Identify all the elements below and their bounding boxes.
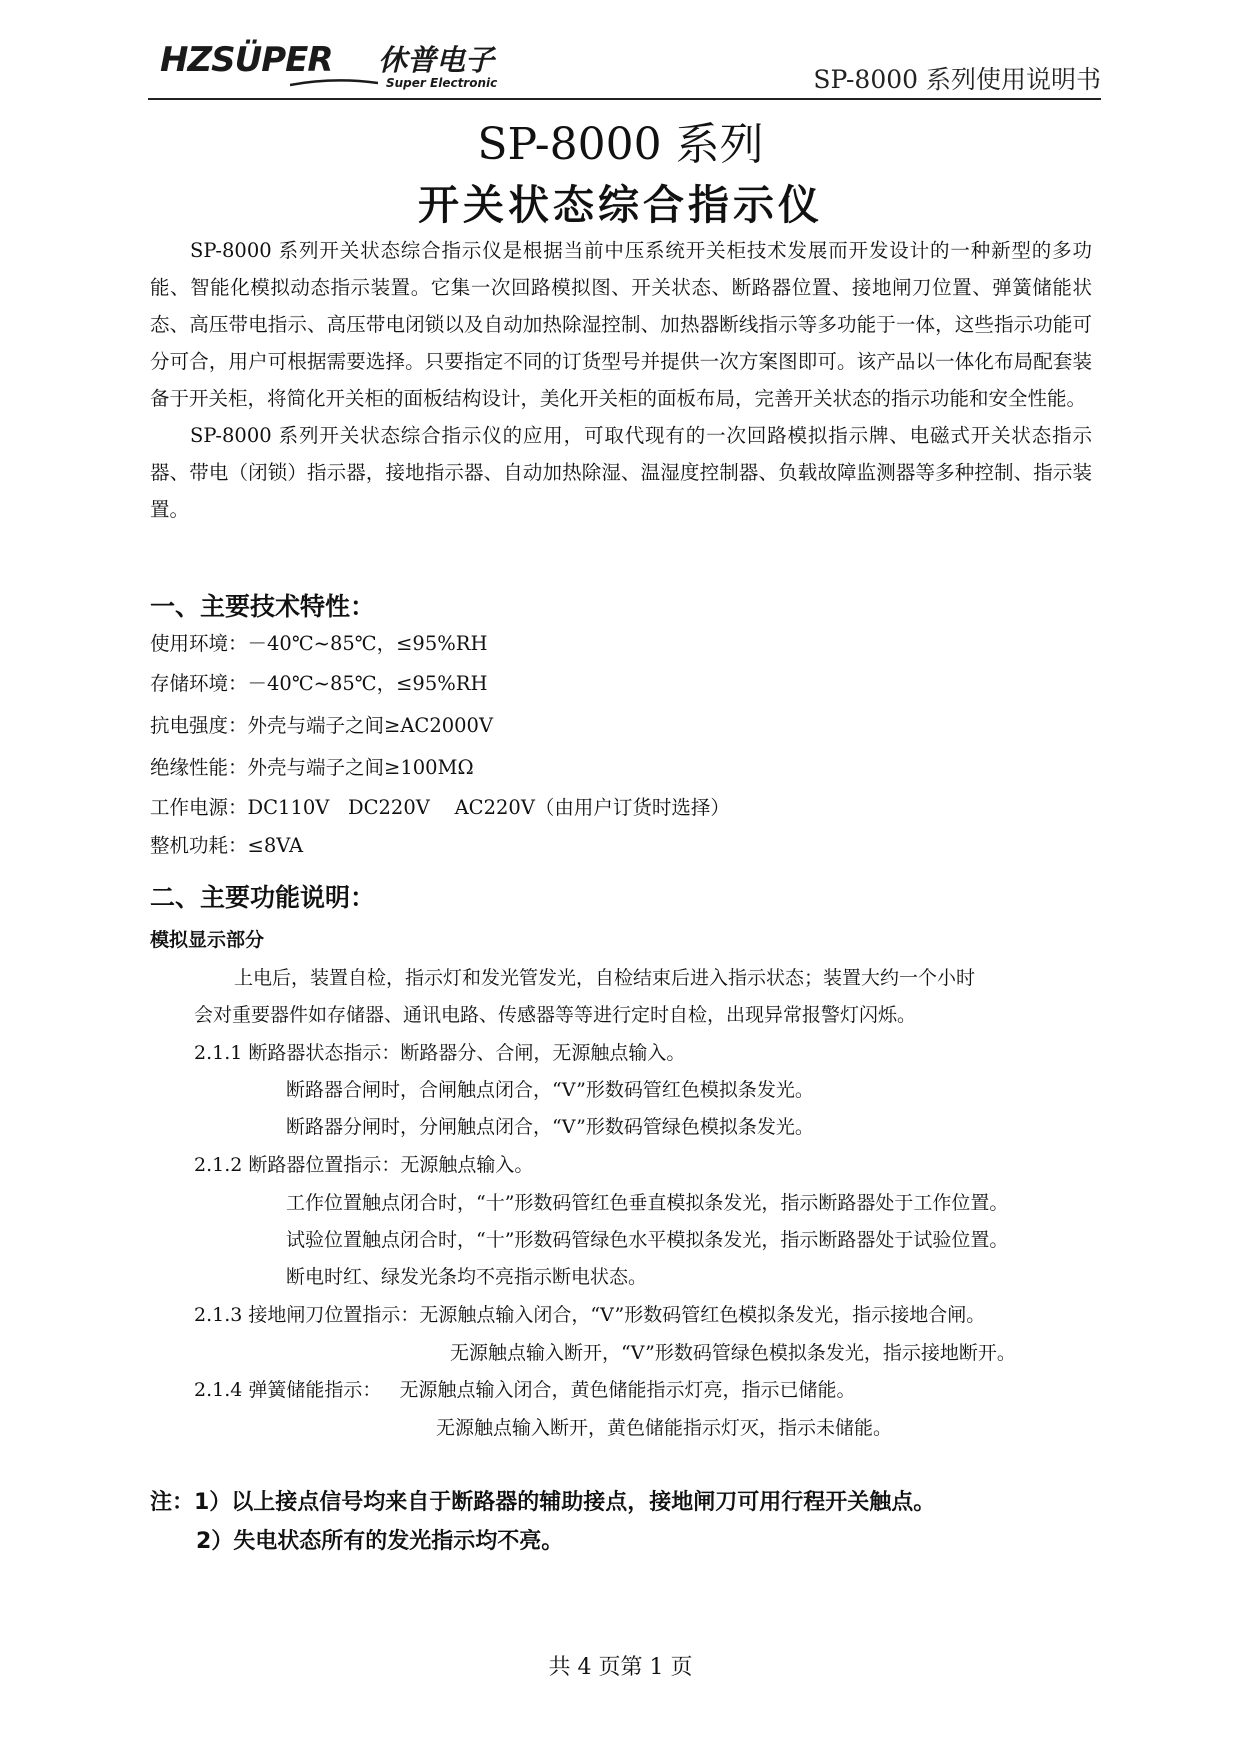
item-2-1-2-off: 断电时红、绿发光条均不亮指示断电状态。 bbox=[286, 1266, 648, 1288]
logo-swoosh-icon bbox=[290, 79, 378, 87]
spec-storage-env: 存储环境：－40℃~85℃，≤95%RH bbox=[150, 672, 488, 695]
company-logo bbox=[160, 36, 500, 96]
spec-operating-env: 使用环境：－40℃~85℃，≤95%RH bbox=[150, 632, 488, 655]
spec-power-supply: 工作电源：DC110V DC220V AC220V（由用户订货时选择） bbox=[150, 796, 730, 819]
selftest-line-1: 上电后，装置自检，指示灯和发光管发光，自检结束后进入指示状态；装置大约一个小时 bbox=[234, 967, 976, 989]
item-2-1-2-test: 试验位置触点闭合时，“十”形数码管绿色水平模拟条发光，指示断路器处于试验位置。 bbox=[286, 1229, 1009, 1251]
page-title: SP-8000 系列 bbox=[477, 119, 764, 170]
section-2-heading: 二、主要功能说明： bbox=[150, 883, 376, 912]
note-2: 2）失电状态所有的发光指示均不亮。 bbox=[196, 1529, 564, 1554]
item-2-1-1: 2.1.1 断路器状态指示：断路器分、合闸，无源触点输入。 bbox=[194, 1042, 686, 1064]
item-2-1-3-open: 无源触点输入断开，“V”形数码管绿色模拟条发光，指示接地断开。 bbox=[450, 1342, 1016, 1364]
logo-english-text: Super Electronic bbox=[386, 76, 498, 90]
page-subtitle: 开关状态综合指示仪 bbox=[418, 181, 823, 229]
item-2-1-2: 2.1.2 断路器位置指示：无源触点输入。 bbox=[194, 1154, 534, 1176]
intro-section bbox=[150, 232, 1092, 528]
intro-paragraph-2: SP-8000 系列开关状态综合指示仪的应用，可取代现有的一次回路模拟指示牌、电磁式开关状态指示器、带电（闭锁）指示器，接地指示器、自动加热除湿、温湿度控制器、负载故障监测器等多种控制、指示装置。 bbox=[150, 424, 1092, 521]
intro-paragraph-1: SP-8000 系列开关状态综合指示仪是根据当前中压系统开关柜技术发展而开发设计的一种新型的多功能、智能化模拟动态指示装置。它集一次回路模拟图、开关状态、断路器位置、接地闸刀位置、弹簧储能状态、高压带电指示、高压带电闭锁以及自动加热除湿控制、加热器断线指示等多功能于一体，这些指示功能可分可合，用户可根据需要选择。只要指定不同的订货型号并提供一次方案图即可。该产品以一体化布局配套装备于开关柜，将简化开关柜的面板结构设计，美化开关柜的面板布局，完善开关状态的指示功能和安全性能。 bbox=[150, 239, 1092, 410]
section-2-subheading: 模拟显示部分 bbox=[150, 929, 265, 951]
document-name: SP-8000 系列使用说明书 bbox=[813, 65, 1101, 94]
item-2-1-4: 2.1.4 弹簧储能指示： 无源触点输入闭合，黄色储能指示灯亮，指示已储能。 bbox=[194, 1379, 856, 1401]
item-2-1-1-close: 断路器合闸时，合闸触点闭合，“V”形数码管红色模拟条发光。 bbox=[286, 1079, 814, 1101]
section-1-heading: 一、主要技术特性： bbox=[150, 592, 376, 621]
spec-power-consumption: 整机功耗：≤8VA bbox=[150, 834, 304, 857]
item-2-1-1-open: 断路器分闸时，分闸触点闭合，“V”形数码管绿色模拟条发光。 bbox=[286, 1116, 814, 1138]
page-number: 共 4 页第 1 页 bbox=[548, 1655, 693, 1680]
spec-insulation: 绝缘性能：外壳与端子之间≥100MΩ bbox=[150, 756, 474, 779]
note-1: 注：1）以上接点信号均来自于断路器的辅助接点，接地闸刀可用行程开关触点。 bbox=[150, 1490, 936, 1515]
logo-main-text: HZSÜPER bbox=[160, 40, 333, 80]
logo-chinese-text: 休普电子 bbox=[378, 43, 495, 77]
selftest-line-2: 会对重要器件如存储器、通讯电路、传感器等等进行定时自检，出现异常报警灯闪烁。 bbox=[194, 1004, 917, 1026]
spec-dielectric-strength: 抗电强度：外壳与端子之间≥AC2000V bbox=[150, 714, 494, 737]
item-2-1-2-work: 工作位置触点闭合时，“十”形数码管红色垂直模拟条发光，指示断路器处于工作位置。 bbox=[286, 1192, 1009, 1214]
item-2-1-3: 2.1.3 接地闸刀位置指示：无源触点输入闭合，“V”形数码管红色模拟条发光，指示接地合闸。 bbox=[194, 1304, 986, 1326]
header-divider bbox=[148, 98, 1101, 100]
item-2-1-4-open: 无源触点输入断开，黄色储能指示灯灭，指示未储能。 bbox=[436, 1417, 893, 1439]
